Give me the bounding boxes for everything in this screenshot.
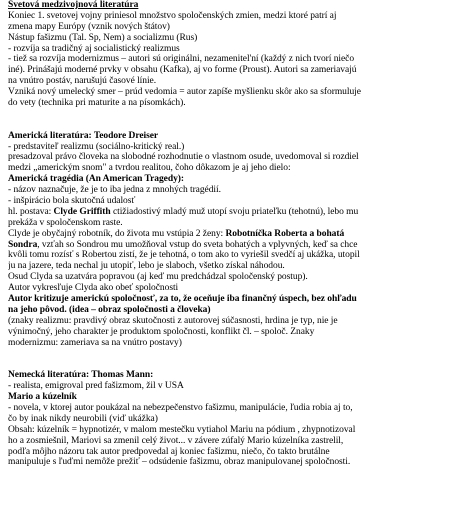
- text-line: kvôli tomu rozísť s Robertou zistí, že je tehotná, o tom ako to vyriešil svedčí aj ukážka, utopil: [8, 250, 360, 261]
- text-line: podľa môjho názoru tak autor predpovedal aj koniec fašizmu, niečo, čo takto brutálne: [8, 446, 330, 457]
- section-heading-nemecka: Nemecká literatúra: Thomas Mann:: [8, 370, 154, 381]
- plot-line: [8, 229, 465, 240]
- section-heading-americka: Americká literatúra: Teodore Dreiser: [8, 130, 159, 141]
- text-line: - tiež sa rozvíja modernizmus – autori sú originálni, nezamenitel'ní (každý z nich tvorí niečo: [8, 54, 355, 65]
- text-line: iné). Prinášajú moderné prvky v obsahu (Kafka), aj vo forme (Proust). Autori sa zameriavajú: [8, 65, 357, 76]
- text-line: - inšpirácio bola skutočná udalosť: [8, 196, 136, 207]
- text-line: výnimočný, jeho charakter je produktom spoločnosti, konflikt čl. – spoloč. Znaky: [8, 326, 315, 337]
- text-line: Nástup fašizmu (Tal. Šp, Nem) a socializmu (Rus): [8, 32, 198, 43]
- text-line: čo by inak nikdy neurobili (viď ukážka): [8, 413, 158, 424]
- hero-line: [8, 207, 465, 218]
- work-title-nemecka: Mario a kúzelník: [8, 392, 77, 403]
- text-line: ju na jazere, teda nechal ju utopiť, lebo je slaboch, všetko získal náhodou.: [8, 261, 285, 272]
- text-line: Autor vykresľuje Clyda ako obeť spoločnosti: [8, 283, 179, 294]
- plot-suffix: , vzťah so Sondrou mu umožňoval vstup do sveta bohatých a vplyvných, keď sa chce: [37, 239, 358, 250]
- text-line: Koniec 1. svetovej vojny priniesol množstvo spoločenských zmien, medzi ktoré patrí aj: [8, 10, 337, 21]
- text-line: - novela, v ktorej autor poukázal na nebezpečenstvo fašizmu, manipulácie, ľudia robia aj to,: [8, 402, 353, 413]
- paragraph-gap: [8, 349, 465, 360]
- plot-bold-sondra: Sondra: [8, 239, 38, 250]
- plot-prefix: Clyde je obyčajný robotník, do života mu vstúpia 2 ženy:: [8, 228, 226, 239]
- text-line: ho a zosmiešnil, Mariovi sa zmenil celý život... v závere zúfalý Mario kúzelníka zastrelil,: [8, 435, 344, 446]
- text-line: Osud Clyda sa uzatvára popravou (aj keď mu predchádzal spoločenský postup).: [8, 272, 308, 283]
- text-line: (znaky realizmu: pravdivý obraz skutočnosti z autorovej súčasnosti, hrdina je typ, nie je: [8, 315, 338, 326]
- text-line: prekáža v spoločenskom raste.: [8, 217, 123, 228]
- hero-prefix: hl. postava:: [8, 206, 54, 217]
- hero-suffix: ctižiadostivý mladý muž utopí svoju priateľku (tehotnú), lebo mu: [110, 206, 359, 217]
- text-line: manipuluje s ľuďmi nemôže prežiť – odsúdenie fašizmu, obraz manipulovanej spoločnosti.: [8, 457, 351, 468]
- text-line: - realista, emigroval pred fašizmom, žil v USA: [8, 381, 184, 392]
- text-line: do vety (technika pri maturite a na písomkách).: [8, 98, 186, 109]
- text-line: presadzoval právo človeka na slobodné rozhodnutie o vlastnom osude, uvedomoval si rozdiel: [8, 152, 359, 163]
- critique-line: na jeho pôvod. (idea – obraz spoločnosti a človeka): [8, 304, 211, 315]
- text-line: - predstaviteľ realizmu (sociálno-kritický real.): [8, 141, 185, 152]
- text-line: - názov naznačuje, že je to iba jedna z mnohých tragédií.: [8, 185, 221, 196]
- text-line: na vnútro postáv, narušujú časové línie.: [8, 76, 157, 87]
- text-line: modernizmu: zameriava sa na vnútro postavy): [8, 337, 182, 348]
- text-line: - rozvíja sa tradičný aj socialistický realizmus: [8, 43, 180, 54]
- plot-line: [8, 240, 465, 251]
- section-heading-svetova: Svetová medzivojnová literatúra: [8, 0, 139, 10]
- plot-bold: Robotníčka Roberta a bohatá: [225, 228, 345, 239]
- text-line: Obsah: kúzelník = hypnotizér, v malom mestečku vytiahol Mariu na pódium , zhypnotizoval: [8, 424, 356, 435]
- work-title-americka: Americká tragédia (An American Tragedy):: [8, 174, 185, 185]
- paragraph-gap: [8, 109, 465, 120]
- paragraph-gap: [8, 120, 465, 131]
- hero-name: Clyde Griffith: [53, 206, 111, 217]
- text-line: medzi „americkým snom" a tvrdou realitou, čoho dôkazom je aj jeho dielo:: [8, 163, 291, 174]
- critique-line: Autor kritizuje americkú spoločnosť, za to, že oceňuje iba finančný úspech, bez ohľadu: [8, 294, 357, 305]
- text-line: Vzniká nový umelecký smer – prúd vedomia = autor zapíše myšlienku skôr ako sa sformuluje: [8, 87, 361, 98]
- text-line: zmena mapy Európy (vznik nových štátov): [8, 21, 170, 32]
- paragraph-gap: [8, 359, 465, 370]
